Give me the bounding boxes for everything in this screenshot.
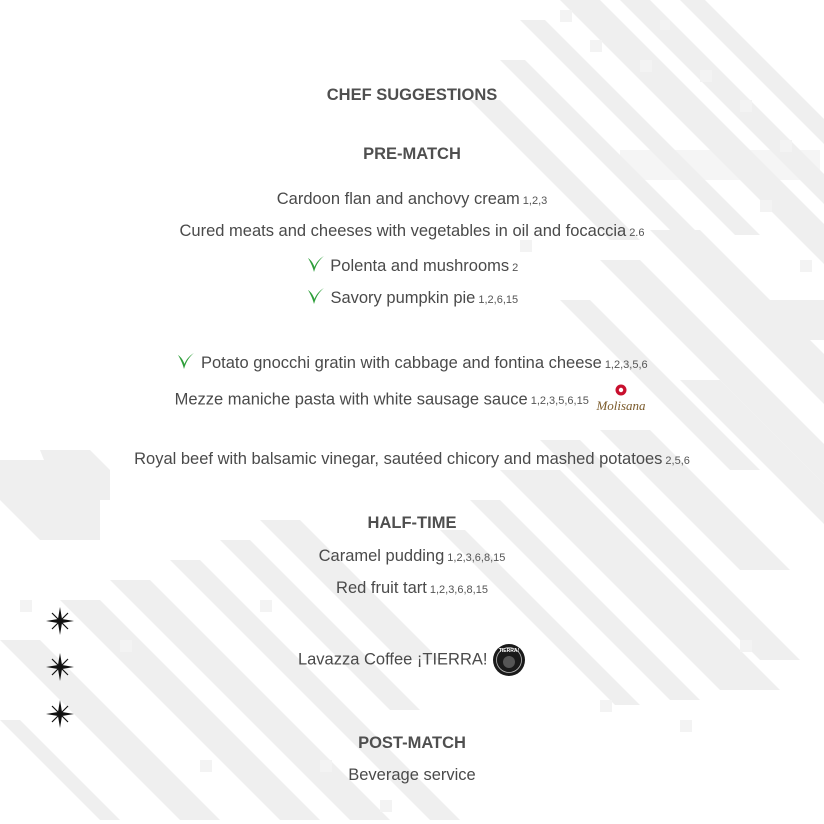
logo-text: Molisana (596, 398, 646, 413)
menu-item-name: Potato gnocchi gratin with cabbage and fontina cheese (200, 354, 602, 372)
menu-item-name: Beverage service (348, 766, 476, 784)
menu-item (0, 254, 824, 278)
sparkle-star-icon (46, 700, 74, 728)
menu-item (0, 286, 824, 310)
menu-item (0, 221, 824, 243)
menu-item (0, 546, 824, 568)
section-heading-post-match: POST-MATCH (358, 734, 466, 752)
allergen-codes: 1,2,3,5,6,15 (530, 395, 589, 408)
menu-item (0, 449, 824, 471)
menu-item (0, 351, 824, 375)
la-molisana-logo (593, 383, 649, 417)
sparkle-star-icon (46, 653, 74, 681)
menu-item-name: Royal beef with balsamic vinegar, sautéed chicory and mashed potatoes (134, 450, 663, 468)
menu-item (0, 765, 824, 785)
allergen-codes: 1,2,3 (522, 195, 548, 207)
page-title: CHEF SUGGESTIONS (326, 86, 498, 104)
allergen-codes: 1,2,3,6,8,15 (429, 584, 488, 596)
lavazza-tierra-logo (492, 643, 526, 677)
allergen-codes: 1,2,3,5,6 (604, 359, 648, 371)
menu-item-name: Polenta and mushrooms (330, 257, 510, 275)
allergen-codes: 1,2,6,15 (478, 294, 519, 306)
menu-item-name: Cured meats and cheeses with vegetables in oil and focaccia (179, 222, 627, 240)
allergen-codes: 1,2,3,6,8,15 (447, 552, 506, 564)
sparkle-star-icon (46, 607, 74, 635)
section-heading-pre-match: PRE-MATCH (363, 145, 461, 163)
vegetarian-leaf-icon (306, 254, 326, 274)
menu-item-name: Red fruit tart (336, 579, 427, 597)
vegetarian-leaf-icon (306, 286, 326, 306)
menu-item-name: Cardoon flan and anchovy cream (276, 190, 520, 208)
logo-text: TIERRA! (498, 648, 520, 654)
section-heading-half-time: HALF-TIME (367, 514, 457, 532)
menu-item (0, 643, 824, 677)
allergen-codes: 2,5,6 (665, 455, 690, 467)
menu-item-name: Lavazza Coffee ¡TIERRA! (297, 650, 488, 669)
menu-item (0, 578, 824, 600)
vegetarian-leaf-icon (176, 351, 196, 371)
menu-item (0, 189, 824, 211)
allergen-codes: 2 (512, 262, 519, 274)
menu-item (0, 383, 824, 417)
menu-item-name: Caramel pudding (318, 547, 445, 565)
menu-item-name: Mezze maniche pasta with white sausage sauce (174, 390, 528, 409)
menu-item-name: Savory pumpkin pie (330, 289, 476, 307)
allergen-codes: 2.6 (629, 227, 645, 239)
